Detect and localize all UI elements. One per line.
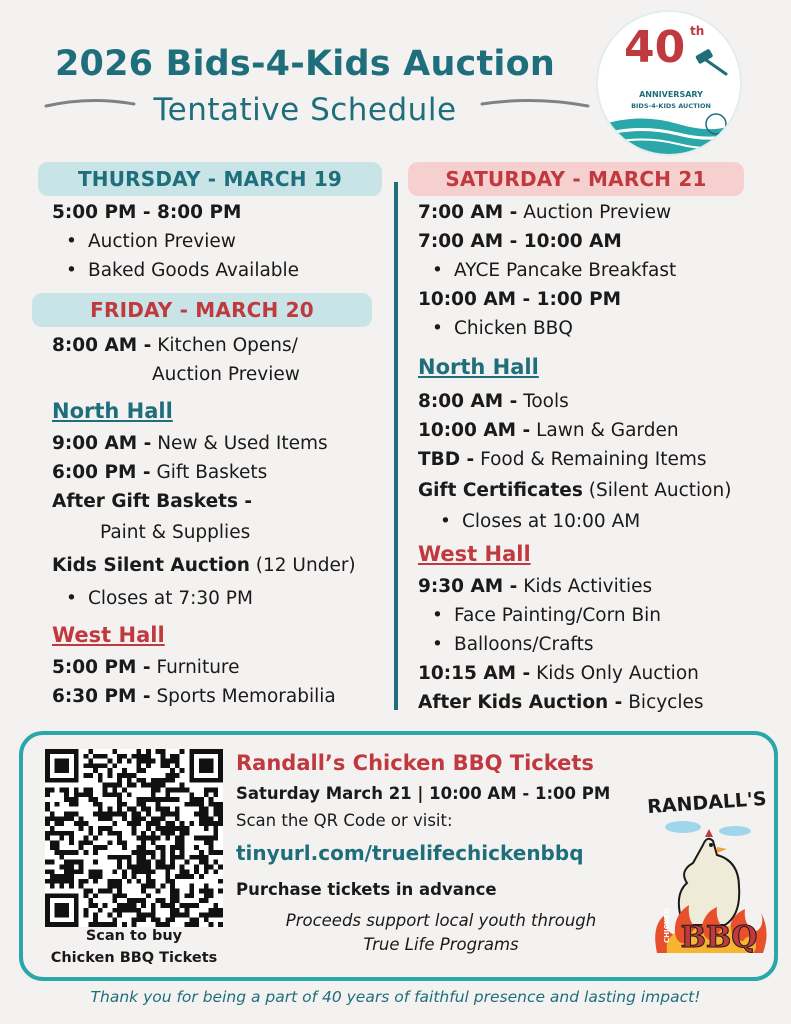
thursday-bullet: • Auction Preview [52,227,382,256]
saturday-north-item: TBD - Food & Remaining Items [418,449,707,470]
bbq-title: Randall’s Chicken BBQ Tickets [236,751,594,775]
saturday-preview: 7:00 AM - Auction Preview [418,202,672,223]
bbq-proceeds-text: Proceeds support local youth through True Life Programs [285,911,597,954]
saturday-after-kids: After Kids Auction - Bicycles [418,692,704,713]
saturday-north-item: 10:00 AM - Lawn & Garden [418,420,679,441]
thursday-time: 5:00 PM - 8:00 PM [52,202,242,223]
bbq-url-link[interactable]: tinyurl.com/truelifechickenbbq [236,841,584,865]
thursday-heading: THURSDAY - MARCH 19 [38,162,382,196]
friday-kids-silent-bullet: • Closes at 7:30 PM [52,584,382,613]
friday-west-hall: West Hall [52,623,165,647]
saturday-bbq-time: 10:00 AM - 1:00 PM [418,289,622,310]
wave-decoration [598,112,742,156]
logo-suffix: th [690,24,705,38]
logo-bottom-text: BBQ [680,920,758,955]
right-column [408,162,758,717]
friday-kitchen-cont: Auction Preview [152,364,300,385]
thursday-bullet: • Baked Goods Available [52,256,382,285]
footer-thanks: Thank you for being a part of 40 years of faithful presence and lasting impact! [90,988,701,1006]
friday-after-gift-text: Paint & Supplies [100,522,251,543]
qr-code[interactable] [45,749,223,927]
logo-line-2: BIDS-4-KIDS AUCTION [631,102,711,110]
saturday-north-item: 8:00 AM - Tools [418,391,569,412]
logo-side-text: CHICKEN [663,908,671,943]
page-subtitle: Tentative Schedule [153,92,457,128]
bbq-date: Saturday March 21 | 10:00 AM - 1:00 PM [236,784,611,803]
logo-number: 40 [624,22,686,73]
logo-top-text: RANDALL'S [646,787,768,819]
left-swoosh-decoration [44,96,136,110]
saturday-pancake-time: 7:00 AM - 10:00 AM [418,231,622,252]
friday-kids-silent: Kids Silent Auction (12 Under) [52,555,356,576]
saturday-pancake-bullet: • AYCE Pancake Breakfast [418,256,758,285]
friday-west-item: 6:30 PM - Sports Memorabilia [52,686,336,707]
friday-north-item: 6:00 PM - Gift Baskets [52,462,268,483]
friday-kitchen: 8:00 AM - Kitchen Opens/ [52,335,298,356]
right-swoosh-decoration [480,96,590,110]
qr-caption: Scan to buy Chicken BBQ Tickets [50,928,218,966]
left-column [32,162,382,711]
saturday-bbq-bullet: • Chicken BBQ [418,314,758,343]
friday-north-hall: North Hall [52,399,173,423]
saturday-gift-cert: Gift Certificates (Silent Auction) [418,480,732,501]
anniversary-logo [596,10,742,156]
bbq-scan-text: Scan the QR Code or visit: [236,811,453,830]
saturday-north-hall: North Hall [418,355,539,379]
friday-heading: FRIDAY - MARCH 20 [32,293,372,327]
saturday-kids-activities: 9:30 AM - Kids Activities [418,576,653,597]
page-title: 2026 Bids-4-Kids Auction [55,44,555,84]
friday-west-item: 5:00 PM - Furniture [52,657,240,678]
saturday-heading: SATURDAY - MARCH 21 [408,162,744,196]
saturday-kids-bullet: • Balloons/Crafts [418,630,758,659]
saturday-west-hall: West Hall [418,542,531,566]
randalls-bbq-logo [643,775,771,955]
friday-north-item: 9:00 AM - New & Used Items [52,433,328,454]
saturday-kids-auction: 10:15 AM - Kids Only Auction [418,663,699,684]
saturday-kids-bullet: • Face Painting/Corn Bin [418,601,758,630]
column-divider [394,182,398,710]
bbq-tickets-box [19,731,778,981]
saturday-gift-cert-bullet: • Closes at 10:00 AM [418,507,758,536]
logo-line-1: ANNIVERSARY [639,90,703,99]
bbq-purchase-text: Purchase tickets in advance [236,880,497,899]
friday-after-gift: After Gift Baskets - [52,491,253,512]
gavel-icon [692,48,732,78]
